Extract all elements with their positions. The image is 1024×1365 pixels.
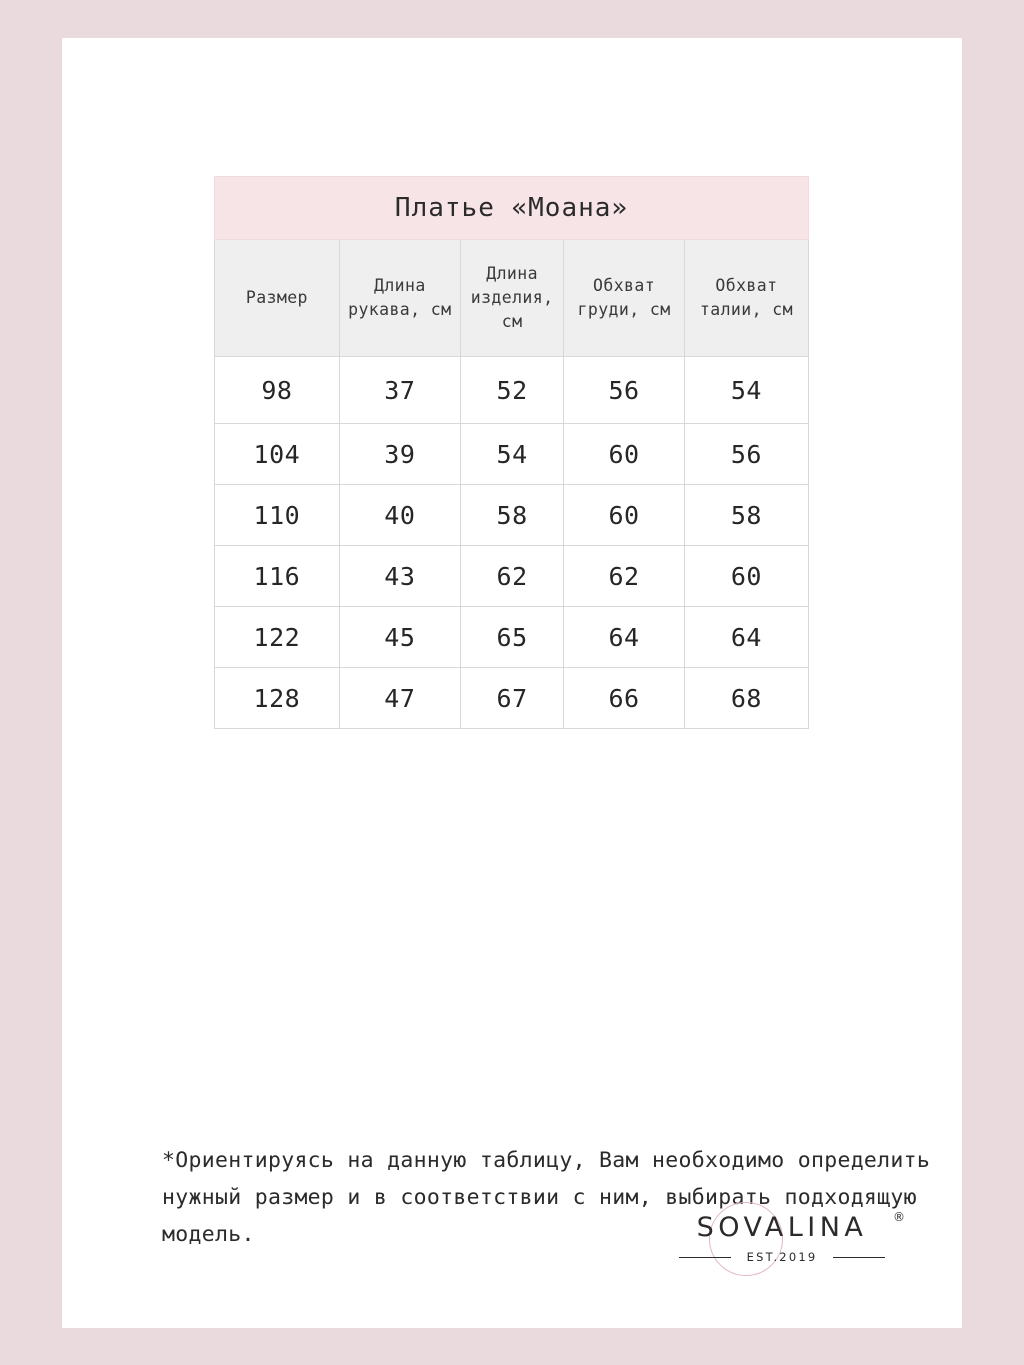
- table-header-row: [215, 240, 809, 357]
- cell-item-length: 67: [460, 668, 563, 729]
- cell-waist: 68: [684, 668, 808, 729]
- size-table-container: [214, 176, 809, 729]
- document-sheet: [62, 38, 962, 1328]
- column-header-item-length: Длина изделия, см: [460, 240, 563, 357]
- cell-sleeve-length: 40: [339, 485, 460, 546]
- cell-size: 122: [215, 607, 340, 668]
- cell-chest: 60: [564, 424, 685, 485]
- cell-size: 116: [215, 546, 340, 607]
- table-row: [215, 607, 809, 668]
- cell-chest: 66: [564, 668, 685, 729]
- logo-wordmark: SOVALINA: [696, 1212, 868, 1243]
- logo-established: EST.2019: [746, 1250, 818, 1264]
- cell-sleeve-length: 47: [339, 668, 460, 729]
- cell-size: 98: [215, 357, 340, 424]
- cell-waist: 54: [684, 357, 808, 424]
- table-title: Платье «Моана»: [215, 177, 809, 240]
- cell-size: 128: [215, 668, 340, 729]
- cell-chest: 60: [564, 485, 685, 546]
- logo-registered-mark: ®: [893, 1210, 905, 1224]
- cell-item-length: 54: [460, 424, 563, 485]
- table-title-row: [215, 177, 809, 240]
- cell-item-length: 52: [460, 357, 563, 424]
- cell-sleeve-length: 37: [339, 357, 460, 424]
- brand-logo: [657, 1194, 907, 1278]
- column-header-size: Размер: [215, 240, 340, 357]
- sizing-note: *Ориентируясь на данную таблицу, Вам необходимо определить нужный размер и в соответствии с ним, выбирать подходящую модель.: [162, 1148, 931, 1247]
- cell-sleeve-length: 39: [339, 424, 460, 485]
- table-row: [215, 357, 809, 424]
- column-header-chest: Обхват груди, см: [564, 240, 685, 357]
- cell-size: 104: [215, 424, 340, 485]
- cell-sleeve-length: 45: [339, 607, 460, 668]
- cell-chest: 64: [564, 607, 685, 668]
- cell-sleeve-length: 43: [339, 546, 460, 607]
- column-header-waist: Обхват талии, см: [684, 240, 808, 357]
- column-header-sleeve-length: Длина рукава, см: [339, 240, 460, 357]
- cell-item-length: 58: [460, 485, 563, 546]
- table-row: [215, 668, 809, 729]
- cell-waist: 58: [684, 485, 808, 546]
- table-row: [215, 424, 809, 485]
- cell-chest: 62: [564, 546, 685, 607]
- table-row: [215, 485, 809, 546]
- cell-chest: 56: [564, 357, 685, 424]
- cell-waist: 56: [684, 424, 808, 485]
- table-body: [215, 357, 809, 729]
- cell-size: 110: [215, 485, 340, 546]
- size-table: [214, 176, 809, 729]
- cell-waist: 60: [684, 546, 808, 607]
- cell-item-length: 62: [460, 546, 563, 607]
- table-row: [215, 546, 809, 607]
- cell-item-length: 65: [460, 607, 563, 668]
- cell-waist: 64: [684, 607, 808, 668]
